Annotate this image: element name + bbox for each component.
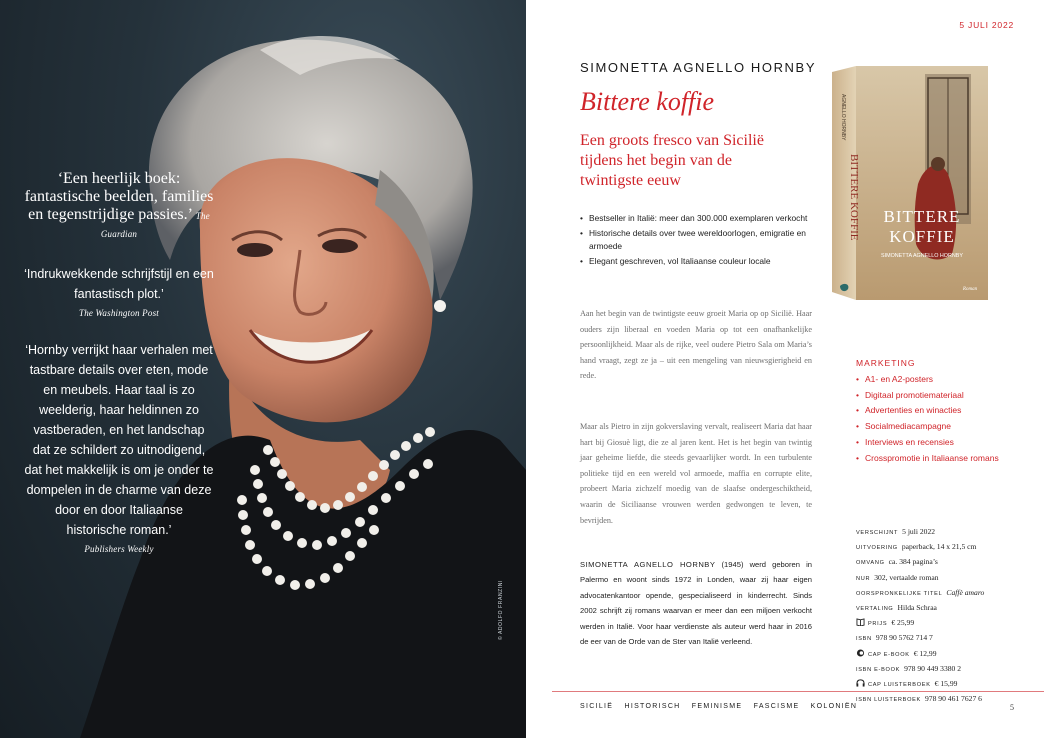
marketing-section — [856, 358, 1036, 466]
detail-label: ISBN — [856, 636, 872, 643]
marketing-list — [856, 372, 1036, 466]
quote-source: The Washington Post — [79, 308, 159, 318]
genre-tags — [580, 703, 865, 710]
marketing-heading: MARKETING — [856, 358, 916, 368]
book-cover-image — [830, 64, 992, 304]
spine-author: AGNELLO HORNBY — [840, 94, 846, 141]
detail-label: CAP LUISTERBOEK — [868, 682, 931, 689]
ebook-icon — [856, 649, 865, 657]
photo-credit: © ADOLFO FRANZINI — [498, 580, 504, 640]
detail-row-isbn — [856, 631, 1036, 646]
detail-row-nur — [856, 571, 1036, 586]
marketing-item: • Crosspromotie in Italiaanse romans — [856, 451, 1036, 467]
book-title: Bittere koffie — [580, 87, 715, 116]
detail-label: VERTALING — [856, 606, 894, 613]
detail-value: 302, vertaalde roman — [874, 572, 939, 582]
genre-tag: FEMINISME — [691, 703, 743, 710]
book-details — [856, 525, 1036, 707]
press-quotes — [24, 170, 214, 576]
selling-points — [580, 212, 830, 270]
right-page — [526, 0, 1044, 738]
detail-value: € 25,99 — [891, 618, 915, 628]
detail-label: PRIJS — [868, 621, 888, 628]
selling-point: • Elegant geschreven, vol Italiaanse couleur locale — [580, 255, 830, 268]
detail-row-prijs — [856, 616, 1036, 631]
detail-value: Caffè amaro — [946, 587, 985, 597]
detail-value: 978 90 5762 714 7 — [875, 633, 933, 643]
detail-row-isbn-ebook — [856, 662, 1036, 677]
bio-author-name: SIMONETTA AGNELLO HORNBY — [580, 560, 716, 569]
author-name: SIMONETTA AGNELLO HORNBY — [580, 60, 817, 75]
page-number: 5 — [1010, 703, 1014, 712]
marketing-item: • Digitaal promotiemateriaal — [856, 388, 1036, 404]
book-subtitle: Een groots fresco van Sicilië tijdens het begin van de twintigste eeuw — [580, 132, 764, 189]
genre-tag: FASCISME — [753, 703, 800, 710]
headphones-icon — [856, 679, 865, 687]
bio-text: (1945) werd geboren in Palermo en woont sinds 1972 in Londen, waar zij haar eigen advocatenkantoor opende, gespecialiseerd in kinderrecht. Sinds 2002 schrijft zij romans waarvan er meer dan een miljoen verkocht werden in Italië. Voor haar verdienste als auteur werd haar in 2016 de eer van de Orde van de Ster van Italië verleend. — [580, 560, 812, 647]
footer-rule — [552, 691, 1044, 692]
marketing-item: • Socialmediacampagne — [856, 419, 1036, 435]
marketing-item: • Interviews en recensies — [856, 435, 1036, 451]
quote-text: ‘Hornby verrijkt haar verhalen met tastbare details over eten, mode en meubels. Haar taal is zo weelderig, haar heldinnen zo vastberaden, en het landschap dat ze schildert zo uitnodigend, dat het makkelijk is om je onder te dompelen in de charme van deze door en door Italiaanse historische roman.’ — [24, 343, 214, 537]
spine-title: BITTERE KOFFIE — [848, 154, 860, 241]
book-icon — [856, 618, 865, 626]
detail-value: 5 juli 2022 — [902, 527, 936, 536]
marketing-item: • A1- en A2-posters — [856, 372, 1036, 388]
cover-title-line1: BITTERE — [883, 207, 961, 226]
cover-label: Roman — [962, 287, 978, 292]
detail-label: OORSPRONKELIJKE TITEL — [856, 590, 943, 597]
cover-title-line2: KOFFIE — [889, 227, 955, 246]
detail-value: € 15,99 — [934, 679, 958, 689]
detail-value: ca. 384 pagina’s — [888, 557, 938, 567]
quote-source: Publishers Weekly — [84, 544, 154, 554]
detail-label: NUR — [856, 575, 871, 582]
detail-value: € 12,99 — [913, 648, 937, 658]
cover-author: SIMONETTA AGNELLO HORNBY — [881, 253, 963, 259]
marketing-item: • Advertenties en winacties — [856, 403, 1036, 419]
detail-row-verschijnt — [856, 525, 1036, 540]
detail-row-omvang — [856, 555, 1036, 570]
detail-row-vertaling — [856, 601, 1036, 616]
detail-label: VERSCHIJNT — [856, 530, 899, 536]
quote-source: The Guardian — [100, 211, 210, 239]
detail-row-isbn-luisterboek — [856, 692, 1036, 707]
genre-tag: SICILIË — [580, 703, 614, 710]
detail-label: ISBN LUISTERBOEK — [856, 697, 921, 704]
quote-text: ‘Een heerlijk boek: fantastische beelden, families en tegenstrijdige passies.’ — [24, 170, 214, 223]
press-quote — [24, 170, 214, 242]
press-quote — [24, 340, 214, 554]
genre-tag: KOLONIËN — [810, 703, 858, 710]
detail-value: 978 90 449 3380 2 — [904, 663, 962, 673]
press-quote — [24, 264, 214, 318]
detail-row-luisterboek — [856, 677, 1036, 692]
detail-row-uitvoering — [856, 540, 1036, 555]
detail-row-original-title — [856, 586, 1036, 601]
synopsis-paragraph: Maar als Pietro in zijn gokverslaving vervalt, realiseert Maria dat haar hart bij Giosuè ligt, die ze al jaren kent. Het is het begin van twintig jaar geheime liefde, die steeds gevaarlijker wordt. In een turbulente politieke tijd en een wereld vol armoede, maffia en corrupte elite, probeert Maria zichzelf moedig van de slaafse ondergeschiktheid, waarin de Siciliaanse vrouwen werden gedwongen te leven, te bevrijden. — [580, 422, 812, 525]
detail-label: ISBN E-BOOK — [856, 666, 901, 673]
detail-label: UITVOERING — [856, 545, 898, 552]
selling-point: • Bestseller in Italië: meer dan 300.000 exemplaren verkocht — [580, 212, 830, 225]
detail-label: OMVANG — [856, 560, 885, 567]
genre-tag: HISTORISCH — [624, 703, 681, 710]
detail-value: 978 90 461 7627 6 — [924, 694, 982, 704]
detail-row-ebook — [856, 647, 1036, 662]
synopsis-paragraph: Aan het begin van de twintigste eeuw groeit Maria op op Sicilië. Haar ouders zijn liberaal en voeden Maria op tot een onafhankelijke persoonlijkheid. Maar als de rijke, veel oudere Pietro Sala om Maria’s hand vraagt, zegt ze ja – uit een mengeling van nieuwsgierigheid en rede. — [580, 309, 812, 381]
release-date: 5 JULI 2022 — [959, 20, 1014, 30]
detail-value: Hilda Schraa — [897, 603, 937, 613]
quote-text: ‘Indrukwekkende schrijfstijl en een fantastisch plot.’ — [24, 267, 214, 301]
author-bio — [580, 557, 812, 649]
detail-label: CAP E-BOOK — [868, 651, 910, 658]
detail-value: paperback, 14 x 21,5 cm — [901, 542, 977, 552]
selling-point: • Historische details over twee wereldoorlogen, emigratie en armoede — [580, 227, 830, 253]
